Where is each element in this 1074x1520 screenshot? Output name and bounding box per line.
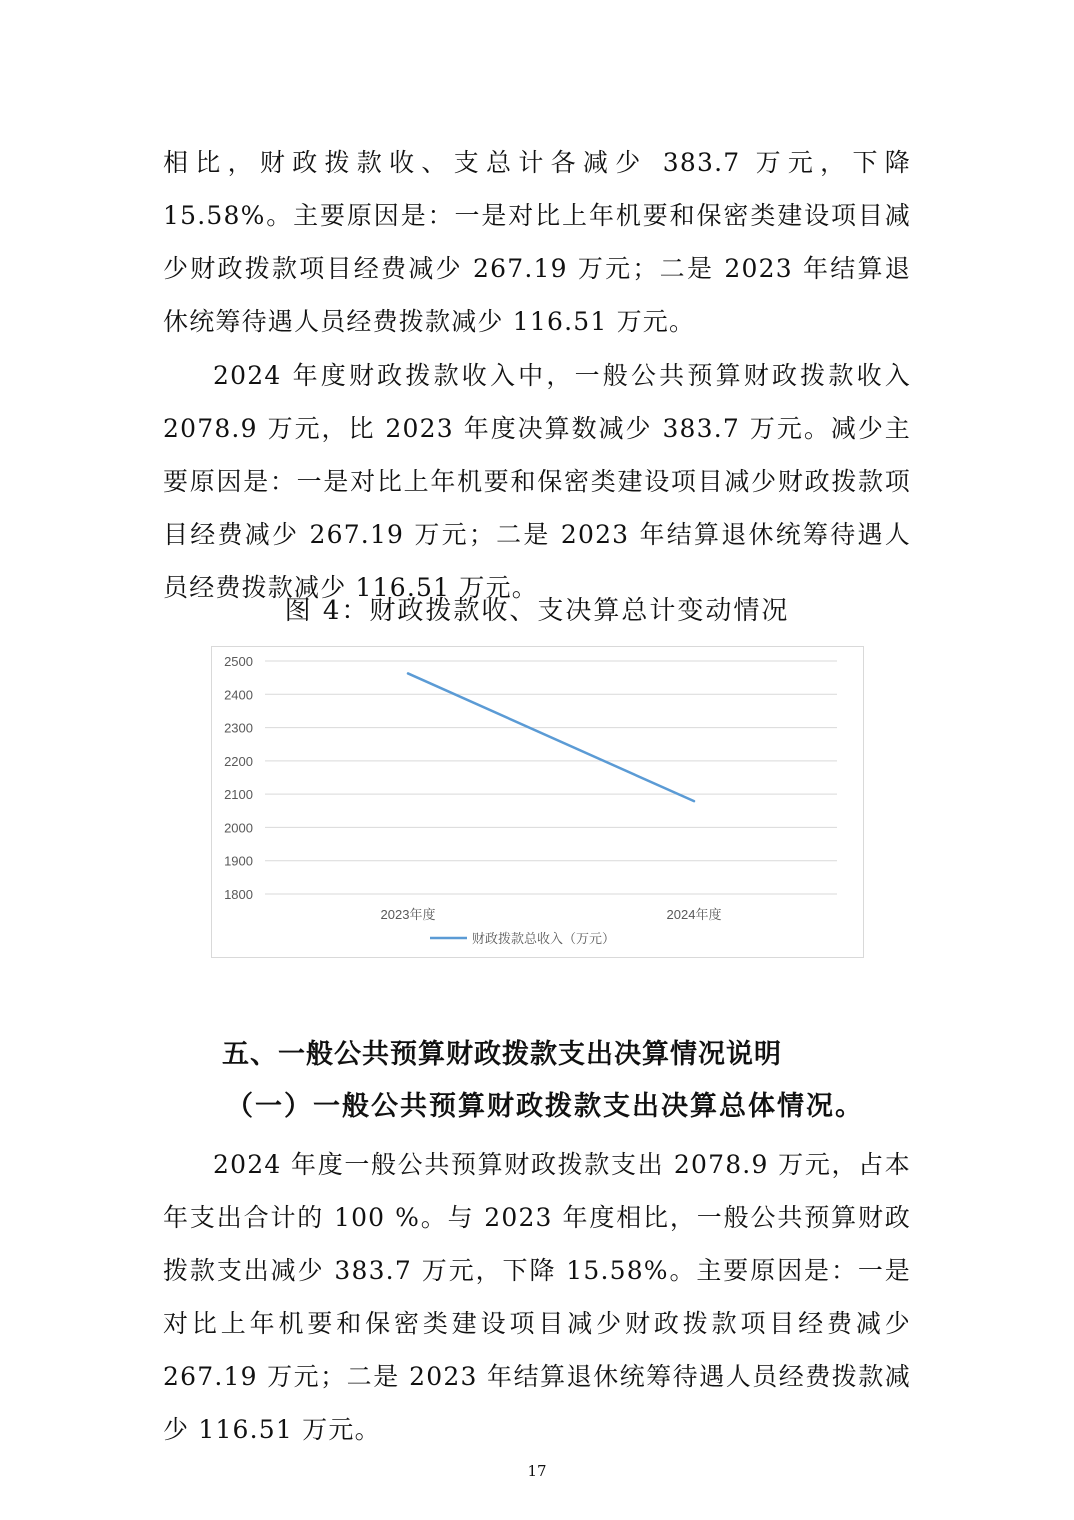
y-tick-label: 2000 [224,820,253,836]
chart-y-axis [224,654,253,902]
page-number: 17 [527,1462,547,1480]
paragraph-1: 相比，财政拨款收、支总计各减少 383.7 万元，下降 15.58%。主要原因是：一是对比上年机要和保密类建设项目减少财政拨款项目经费减少 267.19 万元；二是 2023 年结算退休统筹待遇人员经费拨款减少 116.51 万元。 [163,148,911,336]
chart-legend [430,931,615,947]
section-heading: 五、一般公共预算财政拨款支出决算情况说明 [222,1039,782,1070]
paragraph-2: 2024 年度财政拨款收入中，一般公共预算财政拨款收入 2078.9 万元，比 2023 年度决算数减少 383.7 万元。减少主要原因是：一是对比上年机要和保密类建设项目减少财政拨款项目经费减少 267.19 万元；二是 2023 年结算退休统筹待遇人员经费拨款减少 116.51 万元。 [163,361,911,602]
chart-x-axis [381,907,722,922]
line-chart [211,646,864,958]
chart-series [408,673,694,801]
series-line [408,673,694,801]
x-tick-label: 2023年度 [380,907,436,922]
subsection-heading: （一）一般公共预算财政拨款支出决算总体情况。 [226,1091,864,1122]
y-tick-label: 2400 [224,687,253,703]
y-tick-label: 1800 [224,887,253,902]
x-tick-label: 2024年度 [666,907,722,922]
y-tick-label: 1900 [224,853,253,869]
chart-canvas [212,647,863,957]
y-tick-label: 2500 [224,654,253,669]
chart-gridlines [265,661,837,894]
legend-label: 财政拨款总收入（万元） [472,932,616,947]
figure-caption: 图 4：财政拨款收、支决算总计变动情况 [284,596,790,626]
paragraph-3: 2024 年度一般公共预算财政拨款支出 2078.9 万元，占本年支出合计的 100 %。与 2023 年度相比，一般公共预算财政拨款支出减少 383.7 万元，下降 15.58%。主要原因是：一是对比上年机要和保密类建设项目减少财政拨款项目经费减少 267.19 万元；二是 2023 年结算退休统筹待遇人员经费拨款减少 116.51 万元。 [163,1150,911,1444]
y-tick-label: 2300 [224,720,253,736]
y-tick-label: 2100 [224,787,253,803]
y-tick-label: 2200 [224,753,253,769]
